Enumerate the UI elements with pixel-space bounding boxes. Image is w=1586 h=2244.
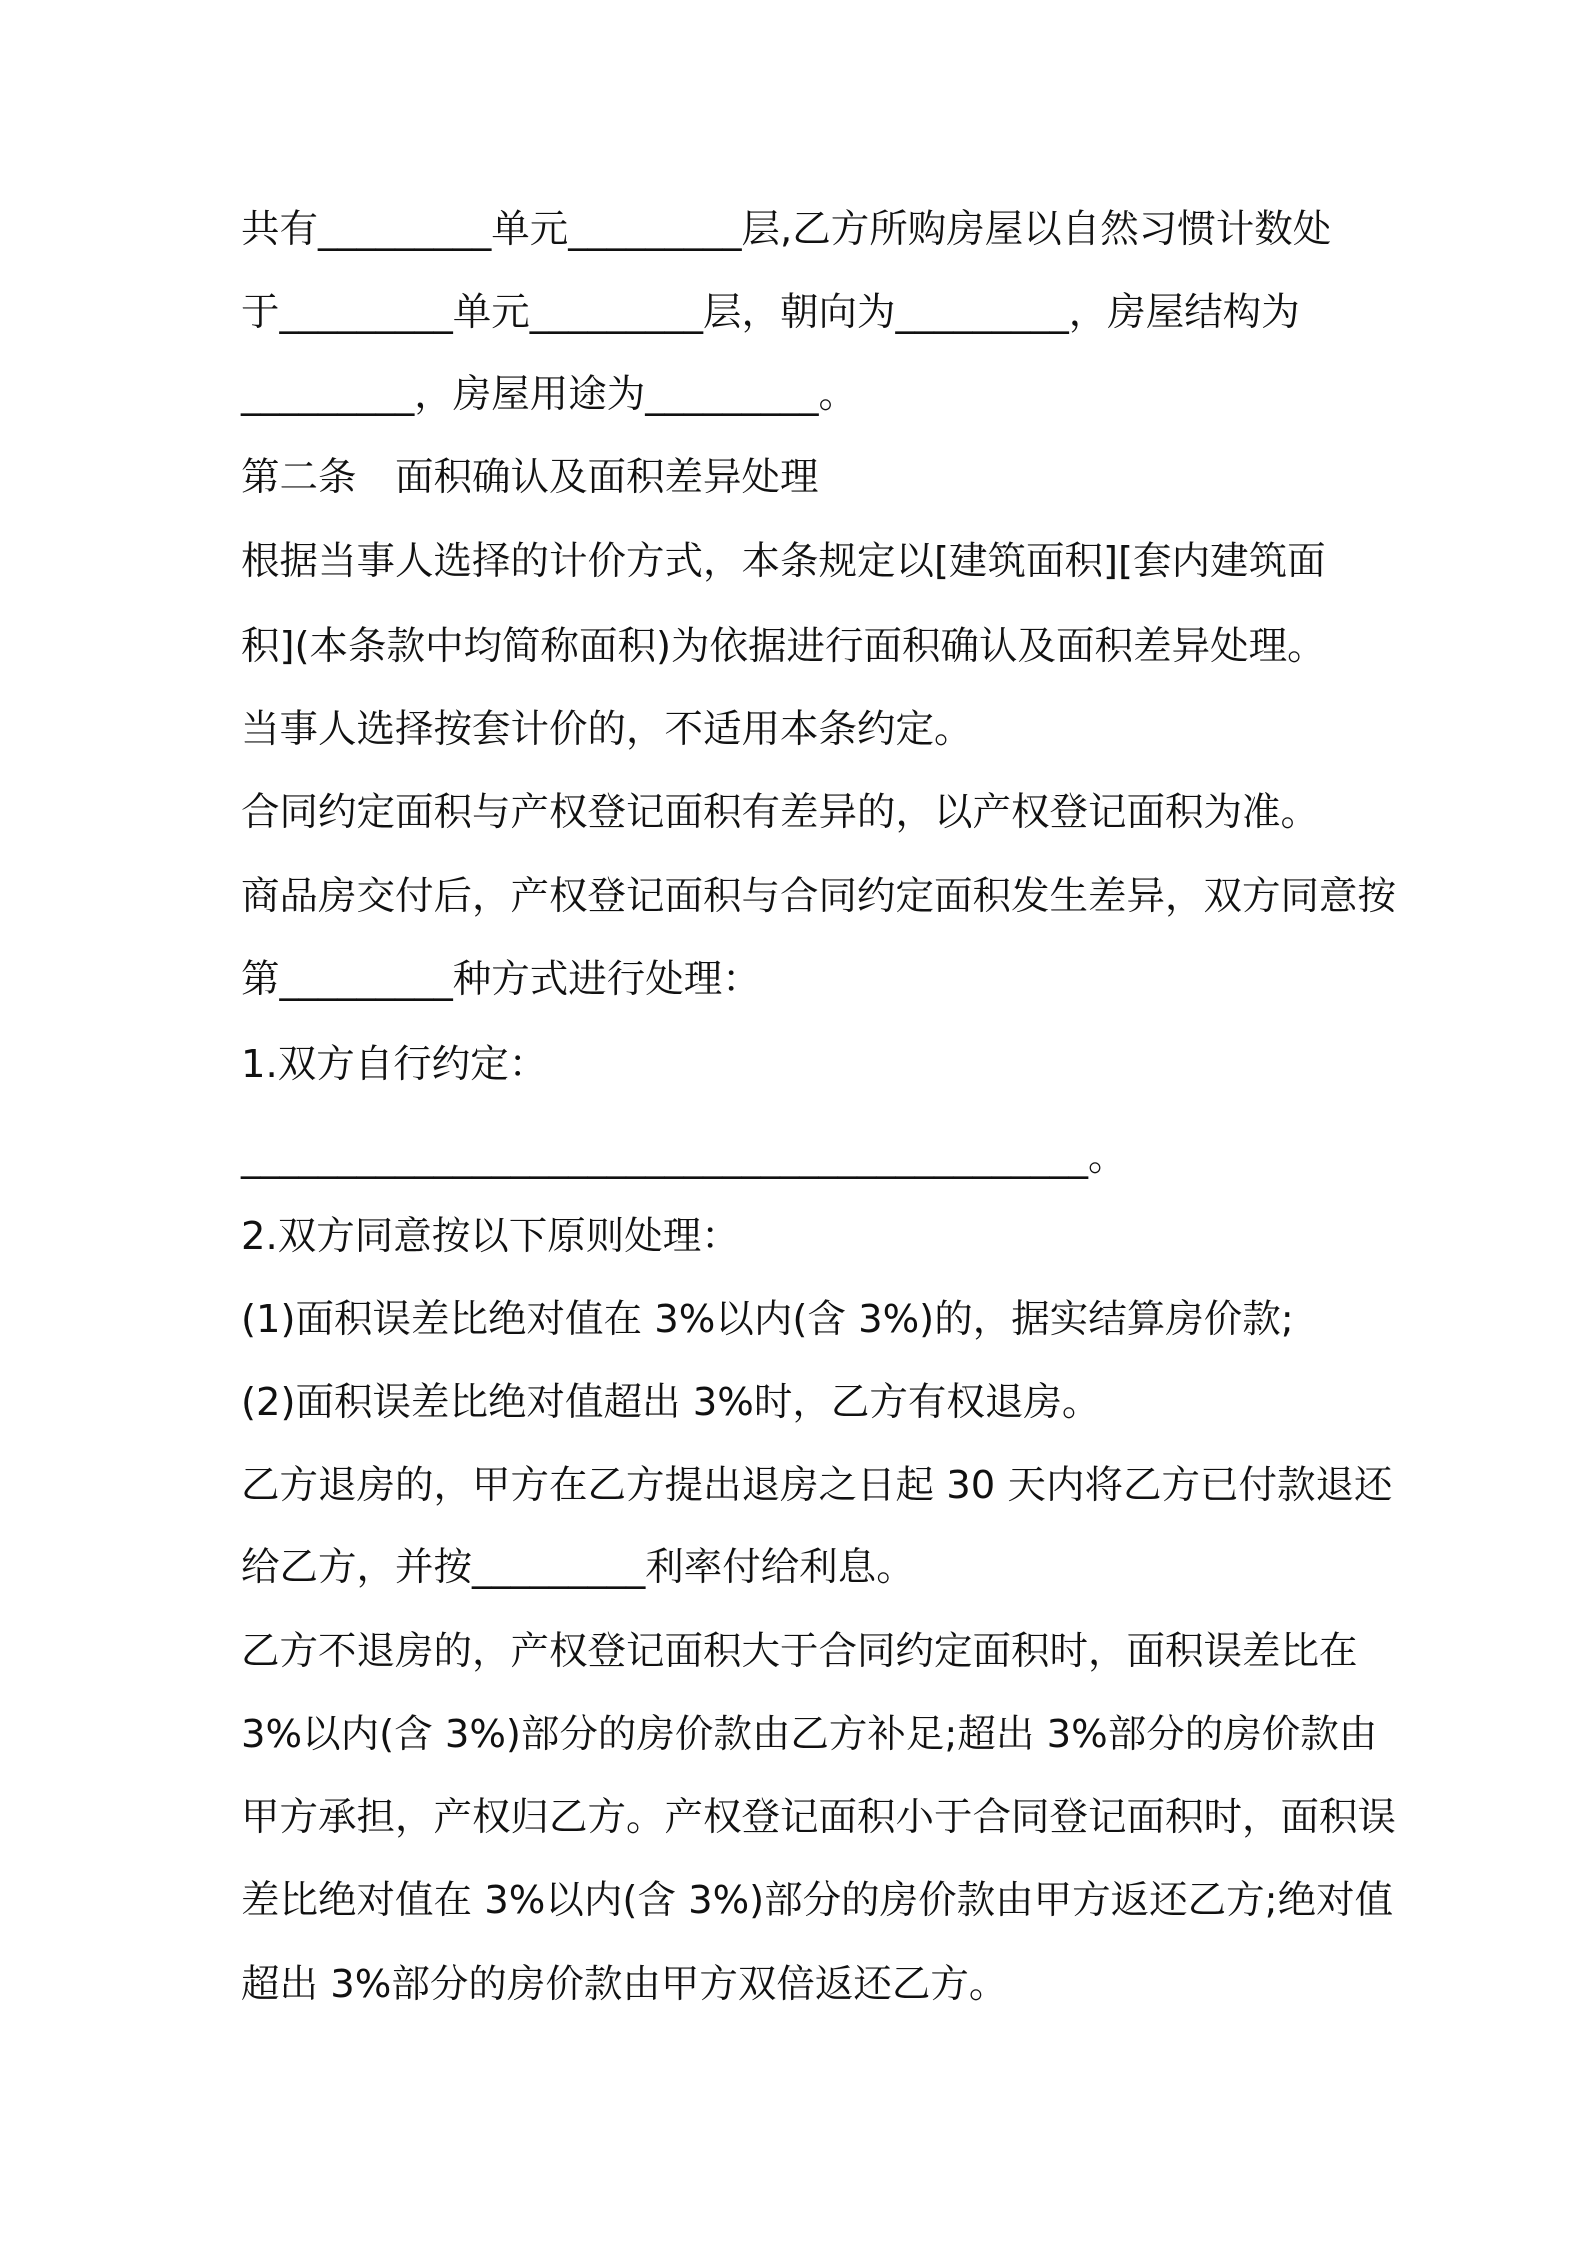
text-line: 商品房交付后，产权登记面积与合同约定面积发生差异，双方同意按 — [241, 874, 1397, 919]
option-1-label: 1.双方自行约定： — [241, 1042, 548, 1087]
text-line: 于_________单元_________层，朝向为_________，房屋结构为 — [241, 290, 1300, 335]
clause-item: (2)面积误差比绝对值超出 3%时，乙方有权退房。 — [241, 1380, 1101, 1425]
text-line: 乙方退房的，甲方在乙方提出退房之日起 30 天内将乙方已付款退还 — [241, 1463, 1393, 1508]
text-line: 给乙方，并按_________利率付给利息。 — [241, 1545, 915, 1590]
text-line: 3%以内(含 3%)部分的房价款由乙方补足;超出 3%部分的房价款由 — [241, 1712, 1378, 1757]
text-line: 乙方不退房的，产权登记面积大于合同约定面积时，面积误差比在 — [241, 1629, 1358, 1674]
option-2-label: 2.双方同意按以下原则处理： — [241, 1214, 740, 1259]
clause-item: (1)面积误差比绝对值在 3%以内(含 3%)的，据实结算房价款; — [241, 1297, 1294, 1342]
text-line: 共有_________单元_________层,乙方所购房屋以自然习惯计数处 — [241, 207, 1332, 252]
text-line: _________，房屋用途为_________。 — [241, 372, 858, 417]
text-line: 第_________种方式进行处理： — [241, 957, 761, 1002]
text-line: 积](本条款中均简称面积)为依据进行面积确认及面积差异处理。 — [241, 624, 1326, 669]
option-1-blank: ____________________________________________。 — [241, 1135, 1127, 1180]
text-line: 差比绝对值在 3%以内(含 3%)部分的房价款由甲方返还乙方;绝对值 — [241, 1878, 1394, 1923]
text-line: 甲方承担，产权归乙方。产权登记面积小于合同登记面积时，面积误 — [241, 1795, 1397, 1840]
text-line: 根据当事人选择的计价方式，本条规定以[建筑面积][套内建筑面 — [241, 539, 1326, 584]
per-unit-pricing-note: 当事人选择按套计价的，不适用本条约定。 — [241, 707, 973, 752]
article-title: 第二条 面积确认及面积差异处理 — [241, 455, 819, 500]
registered-area-rule: 合同约定面积与产权登记面积有差异的，以产权登记面积为准。 — [241, 790, 1320, 835]
text-line: 超出 3%部分的房价款由甲方双倍返还乙方。 — [241, 1962, 1008, 2007]
